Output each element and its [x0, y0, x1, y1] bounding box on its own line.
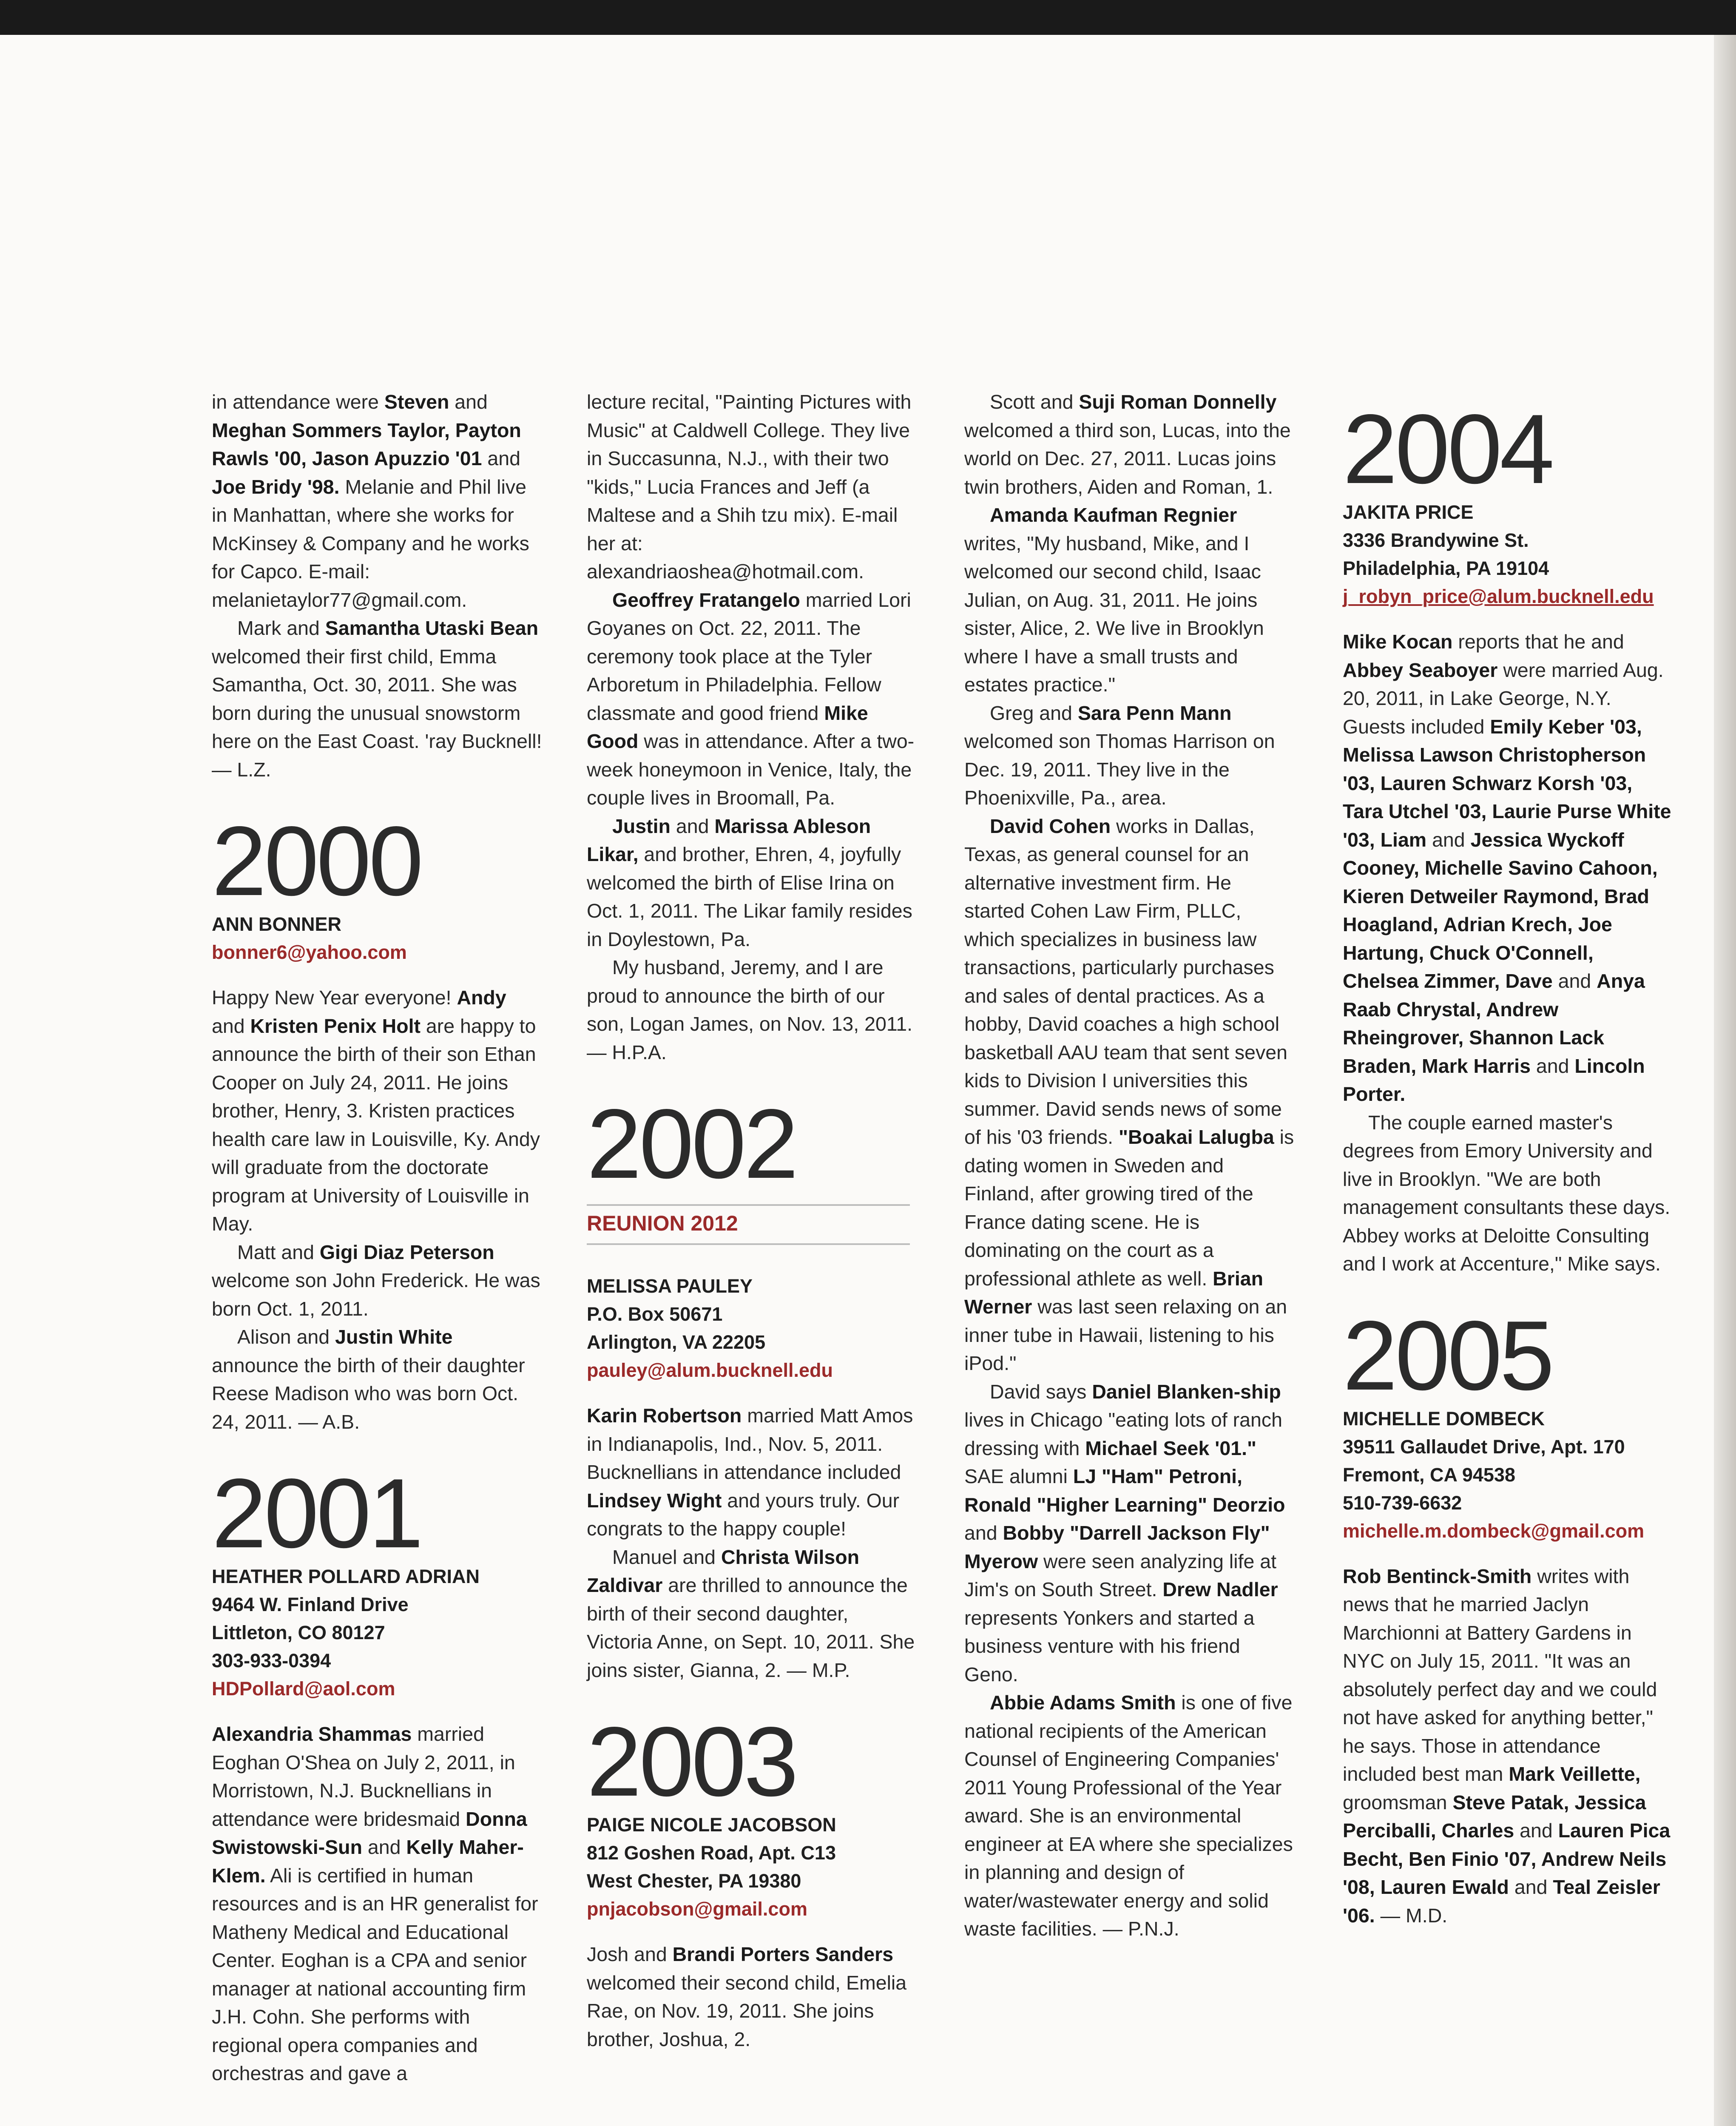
note-text: SAE alumni [964, 1465, 1073, 1487]
alumni-name: Abbey Seaboyer [1343, 659, 1498, 681]
class-note [1343, 628, 1674, 1108]
note-text: announce the birth of their daughter Reese Madison who was born Oct. 24, 2011. — A.B. [212, 1354, 525, 1433]
class-note [212, 388, 543, 614]
class-secretary-city: Philadelphia, PA 19104 [1343, 557, 1549, 579]
alumni-name: Michael Seek '01." [1085, 1437, 1257, 1459]
class-note [964, 388, 1296, 501]
alumni-name: Andy [457, 986, 506, 1009]
note-text: welcomed their first child, Emma Samantha, Oct. 30, 2011. She was born during the unusual snowstorm here on the East Coast. 'ray Bucknell! — L.Z. [212, 645, 542, 781]
alumni-name: Drew Nadler [1162, 1578, 1278, 1600]
note-text: Happy New Year everyone! [212, 986, 457, 1009]
class-note [212, 1720, 543, 2088]
alumni-name: Mike Good [587, 702, 868, 752]
alumni-name: Emily Keber '03, Melissa Lawson Christopherson '03, Lauren Schwarz Korsh '03, Tara Utchel '03, Laurie Purse White '03, Liam [1343, 715, 1671, 851]
alumni-name: Abbie Adams Smith [990, 1691, 1176, 1714]
class-secretary-name: HEATHER POLLARD ADRIAN [212, 1566, 480, 1587]
reunion-label: REUNION 2012 [587, 1211, 738, 1235]
alumni-name: Amanda Kaufman Regnier [990, 504, 1237, 526]
note-text: and [1509, 1876, 1553, 1898]
column-3 [964, 388, 1296, 1943]
note-text: Matt and [237, 1241, 320, 1263]
note-text: were married Aug. 20, 2011, in Lake George, N.Y. Guests included [1343, 659, 1664, 738]
alumni-name: Steven [384, 391, 449, 413]
class-secretary-city: West Chester, PA 19380 [587, 1870, 801, 1892]
alumni-name: Donna Swistowski-Sun [212, 1808, 527, 1858]
alumni-name: Samantha Utaski Bean [325, 617, 539, 639]
note-text: was in attendance. After a two-week honeymoon in Venice, Italy, the couple lives in Broomall, Pa. [587, 730, 915, 809]
note-text: and [1514, 1819, 1558, 1842]
class-secretary-city: Fremont, CA 94538 [1343, 1464, 1515, 1486]
class-note [964, 699, 1296, 812]
note-text: The couple earned master's degrees from Emory University and live in Brooklyn. "We are both management consultants these days. Abbey works at Deloitte Consulting and I work at Accenture," Mike says. [1343, 1111, 1671, 1275]
alumni-name: Steve Patak, Jessica Perciballi, Charles [1343, 1791, 1646, 1842]
note-text: and [482, 447, 520, 469]
alumni-name: Lincoln Porter. [1343, 1054, 1645, 1105]
class-note [587, 1940, 918, 2053]
class-note [964, 1688, 1296, 1943]
note-text: Alison and [237, 1326, 335, 1348]
note-text: and [1552, 970, 1597, 992]
alumni-name: Mark Veillette, [1509, 1763, 1641, 1785]
class-secretary-address: 39511 Gallaudet Drive, Apt. 170 [1343, 1435, 1625, 1458]
note-text: married Lori Goyanes on Oct. 22, 2011. The ceremony took place at the Tyler Arboretum in Philadelphia. Fellow classmate and good friend [587, 588, 911, 724]
class-note [212, 1238, 543, 1323]
alumni-name: Teal Zeisler '06. [1343, 1876, 1660, 1927]
class-secretary-name: ANN BONNER [212, 913, 342, 935]
note-text: are thrilled to announce the birth of their second daughter, Victoria Anne, on Sept. 10, 2011. She joins sister, Gianna, 2. — M.P. [587, 1574, 915, 1681]
class-note [964, 501, 1296, 699]
note-text: and brother, Ehren, 4, joyfully welcomed the birth of Elise Irina on Oct. 1, 2011. The Likar family resides in Doylestown, Pa. [587, 843, 912, 950]
alumni-name: Rob Bentinck-Smith [1343, 1565, 1532, 1587]
note-text: — M.D. [1375, 1904, 1448, 1927]
class-secretary-email[interactable]: j_robyn_price@alum.bucknell.edu [1343, 586, 1654, 607]
alumni-name: Kristen Penix Holt [250, 1015, 421, 1037]
alumni-name: Daniel Blanken-ship [1092, 1380, 1281, 1403]
class-secretary-email[interactable]: pnjacobson@gmail.com [587, 1898, 807, 1920]
class-note [212, 614, 543, 784]
alumni-name: Karin Robertson [587, 1404, 742, 1427]
note-text: Scott and [990, 391, 1079, 413]
note-text: welcome son John Frederick. He was born Oct. 1, 2011. [212, 1269, 540, 1320]
alumni-name: Alexandria Shammas [212, 1723, 412, 1745]
alumni-name: Bobby "Darrell Jackson Fly" Myerow [964, 1522, 1270, 1572]
class-note [587, 586, 918, 812]
note-text: Melanie and Phil live in Manhattan, where she works for McKinsey & Company and he works for Capco. E-mail: melanietaylor77@gmail.com. [212, 475, 529, 611]
alumni-name: Joe Bridy '98. [212, 475, 340, 498]
alumni-name: Brian Werner [964, 1267, 1264, 1318]
class-secretary-email[interactable]: pauley@alum.bucknell.edu [587, 1359, 833, 1381]
class-secretary-name: MICHELLE DOMBECK [1343, 1407, 1545, 1430]
note-text: lives in Chicago "eating lots of ranch dressing with [964, 1409, 1282, 1459]
note-text: Ali is certified in human resources and is an HR generalist for Matheny Medical and Educational Center. Eoghan is a CPA and senior manager at national accounting firm J.H. Cohn. She performs with regional opera companies and orchestras and gave a [212, 1864, 538, 2084]
note-text: lecture recital, "Painting Pictures with Music" at Caldwell College. They live in Succasunna, N.J., with their two "kids," Lucia Frances and Jeff (a Maltese and a Shih tzu mix). E-mail her at: alexandriaoshea@hotmail.com. [587, 391, 912, 583]
class-note [587, 1401, 918, 1543]
note-text: are happy to announce the birth of their son Ethan Cooper on July 24, 2011. He joins brother, Henry, 3. Kristen practices health care law in Louisville, Ky. Andy will graduate from the doctorate program at University of Louisville in May. [212, 1015, 540, 1235]
class-secretary-email[interactable]: bonner6@yahoo.com [212, 941, 407, 963]
note-text: is one of five national recipients of the American Counsel of Engineering Companies' 2011 Young Professional of the Year award. She is an environmental engineer at EA where she specializes in planning and design of water/wastewater energy and solid waste facilities. — P.N.J. [964, 1691, 1293, 1940]
alumni-name: Marissa Ableson Likar, [587, 815, 871, 865]
class-secretary-email[interactable]: michelle.m.dombeck@gmail.com [1343, 1520, 1645, 1542]
alumni-name: Lindsey Wight [587, 1489, 722, 1512]
note-text: in attendance were [212, 391, 384, 413]
note-text: and [449, 391, 488, 413]
class-note [587, 1543, 918, 1685]
class-secretary-address: 812 Goshen Road, Apt. C13 [587, 1842, 836, 1864]
class-secretary-name: PAIGE NICOLE JACOBSON [587, 1814, 836, 1836]
alumni-name: Christa Wilson Zaldivar [587, 1546, 860, 1596]
alumni-name: Gigi Diaz Peterson [319, 1241, 494, 1263]
class-secretary-address: 9464 W. Finland Drive [212, 1594, 409, 1615]
alumni-name: Sara Penn Mann [1077, 702, 1232, 724]
note-text: and [1426, 828, 1471, 851]
note-text: My husband, Jeremy, and I are proud to announce the birth of our son, Logan James, on Nov. 13, 2011. — H.P.A. [587, 956, 913, 1063]
note-text: welcomed son Thomas Harrison on Dec. 19, 2011. They live in the Phoenixville, Pa., area. [964, 730, 1275, 809]
class-secretary-address: P.O. Box 50671 [587, 1303, 723, 1325]
class-note [212, 983, 543, 1238]
magazine-page [0, 35, 1736, 2126]
column-2 [587, 388, 918, 2053]
note-text: Manuel and [612, 1546, 721, 1568]
alumni-name: Kelly Maher-Klem. [212, 1836, 524, 1887]
class-secretary-name: MELISSA PAULEY [587, 1275, 753, 1297]
year-heading-2001: 2001 [212, 1458, 421, 1569]
note-text: Josh and [587, 1943, 673, 1965]
note-text: married Matt Amos in Indianapolis, Ind., Nov. 5, 2011. Bucknellians in attendance included [587, 1404, 913, 1483]
class-secretary-name: JAKITA PRICE [1343, 501, 1474, 523]
alumni-name: Jessica Wyckoff Cooney, Michelle Savino Cahoon, Kieren Detweiler Raymond, Brad Hoagland, Adrian Krech, Joe Hartung, Chuck O'Connell, Chelsea Zimmer, Dave [1343, 828, 1658, 992]
year-heading-2003: 2003 [587, 1707, 796, 1817]
year-heading-2005: 2005 [1343, 1300, 1552, 1411]
note-text: and [964, 1522, 1003, 1544]
column-1 [212, 388, 543, 2088]
note-text: and [362, 1836, 406, 1858]
note-text: and [1530, 1054, 1575, 1077]
alumni-name: Brandi Porters Sanders [672, 1943, 894, 1965]
alumni-name: Lauren Pica Becht, Ben Finio '07, Andrew Neils '08, Lauren Ewald [1343, 1819, 1671, 1898]
class-note [964, 812, 1296, 1378]
class-note [212, 1323, 543, 1436]
page-spine-shadow [1714, 35, 1736, 2126]
class-secretary-address: 3336 Brandywine St. [1343, 529, 1529, 551]
note-text: groomsman [1343, 1791, 1453, 1813]
class-secretary-city: Arlington, VA 22205 [587, 1331, 766, 1353]
note-text: represents Yonkers and started a business venture with his friend Geno. [964, 1606, 1255, 1685]
alumni-name: Justin White [335, 1326, 453, 1348]
class-note [1343, 1562, 1674, 1930]
alumni-name: David Cohen [990, 815, 1111, 837]
note-text: and yours truly. Our congrats to the happy couple! [587, 1489, 900, 1540]
year-heading-2004: 2004 [1343, 394, 1552, 504]
note-text: and [670, 815, 715, 837]
class-secretary-phone: 303-933-0394 [212, 1650, 331, 1671]
class-secretary-email[interactable]: HDPollard@aol.com [212, 1678, 395, 1700]
note-text: married Eoghan O'Shea on July 2, 2011, in Morristown, N.J. Bucknellians in attendance were bridesmaid [212, 1723, 515, 1830]
alumni-name: "Boakai Lalugba [1119, 1126, 1274, 1148]
note-text: writes, "My husband, Mike, and I welcomed our second child, Isaac Julian, on Aug. 31, 2011. He joins sister, Alice, 2. We live in Brooklyn where I have a small trusts and estates practice." [964, 532, 1264, 696]
note-text: welcomed their second child, Emelia Rae, on Nov. 19, 2011. She joins brother, Joshua, 2. [587, 1971, 907, 2050]
note-text: Greg and [990, 702, 1078, 724]
alumni-name: Suji Roman Donnelly [1079, 391, 1277, 413]
year-heading-2002: 2002 [587, 1089, 796, 1199]
note-text: David says [990, 1380, 1092, 1403]
note-text: writes with news that he married Jaclyn Marchionni at Battery Gardens in NYC on July 15, 2011. "It was an absolutely perfect day and we could not have asked for anything better," he says. Those in attendance included best man [1343, 1565, 1657, 1785]
class-note [1343, 1108, 1674, 1278]
note-text: welcomed a third son, Lucas, into the world on Dec. 27, 2011. Lucas joins twin brothers, Aiden and Roman, 1. [964, 419, 1291, 498]
alumni-name: Geoffrey Fratangelo [612, 588, 800, 611]
alumni-name: Anya Raab Chrystal, Andrew Rheingrover, Shannon Lack Braden, Mark Harris [1343, 970, 1645, 1077]
reunion-banner [587, 1204, 910, 1245]
note-text: were seen analyzing life at Jim's on South Street. [964, 1550, 1277, 1600]
class-note [964, 1378, 1296, 1689]
alumni-name: Justin [612, 815, 671, 837]
alumni-name: Meghan Sommers Taylor, Payton Rawls '00, Jason Apuzzio '01 [212, 419, 521, 469]
class-secretary-phone: 510-739-6632 [1343, 1492, 1462, 1514]
note-text: reports that he and [1452, 631, 1624, 653]
note-text: Mark and [237, 617, 325, 639]
note-text: was last seen relaxing on an inner tube in Hawaii, listening to his iPod." [964, 1296, 1287, 1374]
column-4 [1343, 394, 1674, 1930]
note-text: works in Dallas, Texas, as general counsel for an alternative investment firm. He started Cohen Law Firm, PLLC, which specializes in business law transactions, particularly purchases and sales of dental practices. As a hobby, David coaches a high school basketball AAU team that sent seven kids to Division I universities this summer. David sends news of some of his '03 friends. [964, 815, 1287, 1148]
note-text: and [212, 1015, 250, 1037]
alumni-name: LJ "Ham" Petroni, Ronald "Higher Learning" Deorzio [964, 1465, 1285, 1516]
class-secretary-city: Littleton, CO 80127 [212, 1622, 385, 1643]
class-note [587, 953, 918, 1066]
class-note [587, 388, 918, 586]
class-note [587, 812, 918, 954]
note-text: is dating women in Sweden and Finland, after growing tired of the France dating scene. He is dominating on the court as a professional athlete as well. [964, 1126, 1294, 1290]
year-heading-2000: 2000 [212, 806, 421, 916]
alumni-name: Mike Kocan [1343, 631, 1453, 653]
